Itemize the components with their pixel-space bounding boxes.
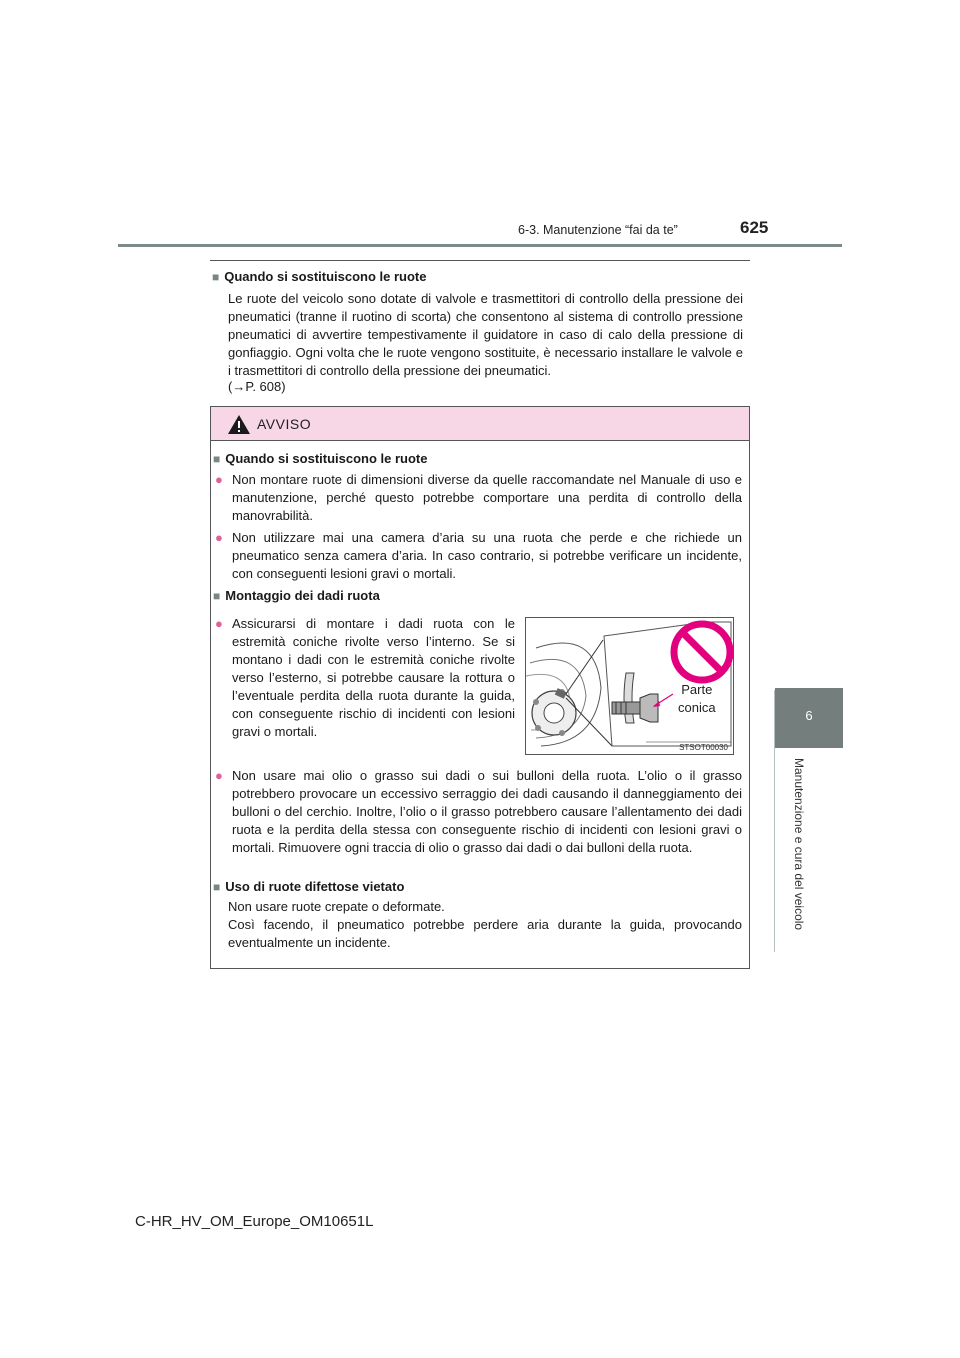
list-item — [215, 529, 742, 583]
warning-heading-text: Quando si sostituiscono le ruote — [225, 451, 428, 466]
list-item-text: Assicurarsi di montare i dadi ruota con le estremità coniche rivolte verso l’interno. Se si montano i dadi con le estremità coniche rivolte verso l’esterno, si potrebbe causare la rottura o l’eventuale perdita della ruota durante la guida, con conseguente rischio di incidenti con lesioni gravi o mortali. — [232, 616, 515, 739]
chapter-number: 6 — [805, 708, 813, 723]
warning-header — [211, 407, 749, 441]
square-bullet-icon: ■ — [212, 270, 220, 284]
bullet-dot-icon: ● — [215, 768, 223, 783]
wheel-nut-illustration — [525, 617, 734, 755]
section-heading-text: Quando si sostituiscono le ruote — [224, 269, 427, 284]
warning-heading-text: Montaggio dei dadi ruota — [225, 588, 380, 603]
warning-heading-wheels — [213, 451, 428, 466]
list-item-text: Non usare mai olio o grasso sui dadi o sui bulloni della ruota. L’olio o il grasso potrebbero provocare un eccessivo serraggio dei dadi causando il danneggiamento dei bulloni o del cerchio. Inoltre, l’olio o il grasso potrebbero causare l’allentamento dei dadi ruota e la perdita della stessa con conseguente rischio di incidenti con lesioni gravi o mortali. Rimuovere ogni traccia di olio o grasso dai dadi o dai bulloni della ruota. — [232, 768, 742, 855]
warning-text-line-1: Non usare ruote crepate o deformate. — [228, 899, 445, 914]
warning-triangle-icon — [228, 415, 250, 434]
bullet-dot-icon: ● — [215, 530, 223, 545]
bullet-dot-icon: ● — [215, 472, 223, 487]
list-item — [215, 615, 515, 741]
section-heading — [212, 269, 427, 284]
warning-heading-text: Uso di ruote difettose vietato — [225, 879, 405, 894]
document-code: C-HR_HV_OM_Europe_OM10651L — [135, 1213, 374, 1230]
warning-box — [210, 406, 750, 969]
illustration-code: STSOT00030 — [679, 743, 728, 752]
page-number: 625 — [740, 218, 769, 237]
warning-heading-defective — [213, 879, 404, 894]
chapter-tab — [775, 688, 843, 748]
chapter-title: Manutenzione e cura del veicolo — [792, 758, 806, 931]
section-rule — [210, 260, 750, 261]
label-line-1: Parte — [681, 682, 713, 697]
square-bullet-icon: ■ — [213, 880, 221, 894]
square-bullet-icon: ■ — [213, 589, 221, 603]
illustration-label — [678, 681, 716, 717]
page-reference: (→P. 608) — [228, 379, 286, 394]
warning-text-line-2: Così facendo, il pneumatico potrebbe perdere aria durante la guida, provocando eventualmente un incidente. — [228, 917, 742, 950]
section-title: 6-3. Manutenzione “fai da te” — [518, 223, 678, 237]
list-item — [215, 471, 742, 525]
bullet-dot-icon: ● — [215, 616, 223, 631]
warning-title: AVVISO — [257, 416, 312, 432]
label-line-2: conica — [678, 700, 716, 715]
list-item — [215, 767, 742, 857]
warning-heading-nuts — [213, 588, 380, 603]
square-bullet-icon: ■ — [213, 452, 221, 466]
list-item-text: Non montare ruote di dimensioni diverse da quelle raccomandate nel Manuale di uso e manutenzione, perché questo potrebbe comportare una perdita di controllo della manovrabilità. — [232, 472, 742, 523]
section-body: Le ruote del veicolo sono dotate di valvole e trasmettitori di controllo della pressione dei pneumatici (tranne il ruotino di scorta) che consentono al sistema di controllo pressione pneumatici di avvertire tempestivamente il guidatore in caso di calo della pressione di gonfiaggio. Ogni volta che le ruote vengono sostituite, è necessario installare le valvole e i trasmettitori di controllo della pressione dei pneumatici. — [228, 291, 743, 378]
list-item-text: Non utilizzare mai una camera d’aria su una ruota che perde e che richiede un pneumatico senza camera d’aria. In caso contrario, si potrebbe verificare un incidente, con conseguenti lesioni gravi o mortali. — [232, 530, 742, 581]
header-rule — [118, 244, 842, 247]
